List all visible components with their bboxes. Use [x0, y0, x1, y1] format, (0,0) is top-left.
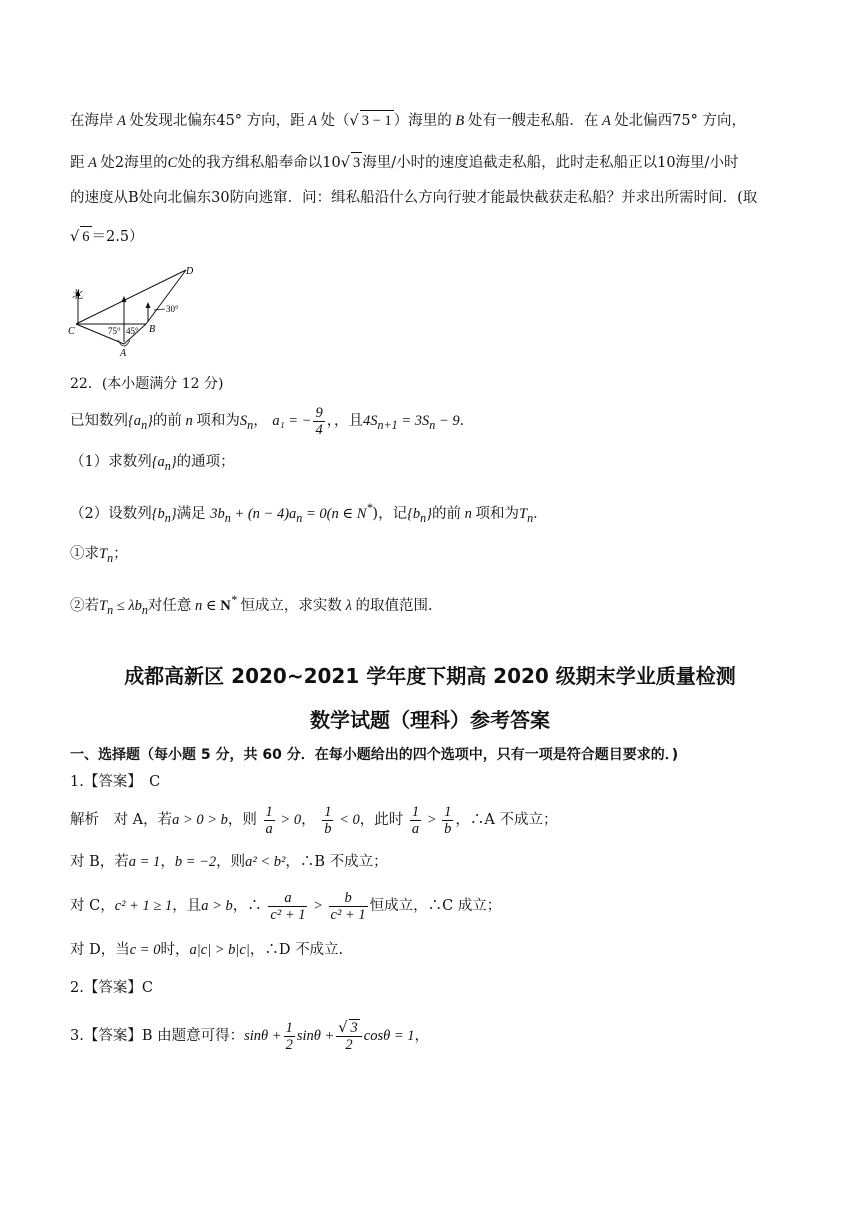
point-b-label: B [149, 324, 156, 335]
section-heading: 一、选择题（每小题 5 分，共 60 分．在每小题给出的四个选项中，只有一项是符合题目要求的．) [70, 747, 679, 763]
answer-3-line: 3.【答案】B 由题意可得：sinθ + $\frac{1}{2}$ sinθ + $\frac{√ 3}{2}$ cosθ = 1， [70, 1019, 430, 1053]
angle-45-label: 45° [126, 326, 139, 336]
answer-title-2: 数学试题（理科）参考答案 [310, 708, 550, 732]
navigation-diagram [66, 262, 206, 362]
problem22-q2: （2）设数列$\{b_n\}$满足 $3b_n + (n - 4)a_n = 0(n$ ∈ N*)，记$\{b_n\}$的前 n 项和为$T_n$． [70, 501, 548, 525]
answer-1-line3: 对 C，c² + 1 ≥ 1，且a > b，∴ $\frac{a}{\text{c² + 1}}$ > $\frac{b}{\text{c² + 1}}$ 恒成立，∴C 成立； [70, 889, 502, 923]
problem21-line3: 的速度从B处向北偏东30防向逃窜．问：缉私船沿什么方向行驶才能最快截获走私船？并求出所需时间．(取 [70, 190, 758, 206]
problem22-s1: ①求$T_n$； [70, 546, 128, 565]
answer-1-label: 1.【答案】 C [70, 774, 161, 790]
point-a-label: A [120, 348, 127, 359]
angle-75-label: 75° [108, 326, 121, 336]
problem22-s2: ②若$T_n \le \lambda b_n$对任意 n ∈ N* 恒成立，求实数 λ 的取值范围. [70, 593, 433, 617]
answer-1-line1: 解析 对 A，若a > 0 > b，则 $\frac{1}{a}$ > 0， $\frac{1}{b}$ < 0，此时 $\frac{1}{a}$ > $\frac{1}{b}$ ，∴A 不成立； [70, 803, 558, 837]
problem21-line1: 在海岸 A 处发现北偏东45° 方向，距 A 处（√ 3 − 1 ）海里的 B 处有一艘走私船．在 A 处北偏西75° 方向， [70, 110, 746, 131]
point-d-label: D [186, 266, 194, 277]
answer-title-1: 成都高新区 2020~2021 学年度下期高 2020 级期末学业质量检测 [124, 664, 736, 688]
answer-1-line2: 对 B，若a = 1，b = −2，则a² < b²，∴B 不成立； [70, 854, 388, 870]
point-c-label: C [68, 326, 75, 337]
problem22-header: 22．(本小题满分 12 分) [70, 376, 224, 392]
problem21-line2: 距 A 处2海里的C处的我方缉私船奉命以10√ 3 海里/小时的速度追截走私船，此时走私船正以10海里/小时 [70, 152, 738, 173]
problem22-q1: （1）求数列$\{a_n\}$的通项； [70, 454, 235, 473]
answer-1-line4: 对 D，当c = 0时，a|c| > b|c|，∴D 不成立. [70, 942, 344, 958]
problem22-line1: 已知数列$\{a_n\}$的前 n 项和为$S_n$， a₁ = − $\frac{9}{4}$ ，，且$4S_{n+1} = 3S_n - 9$． [70, 404, 475, 438]
answer-2-label: 2.【答案】C [70, 980, 153, 996]
angle-30-label: 30° [166, 304, 179, 314]
north-label: 北 [72, 289, 83, 301]
problem21-line4: √ 6 ＝2.5） [70, 226, 144, 247]
